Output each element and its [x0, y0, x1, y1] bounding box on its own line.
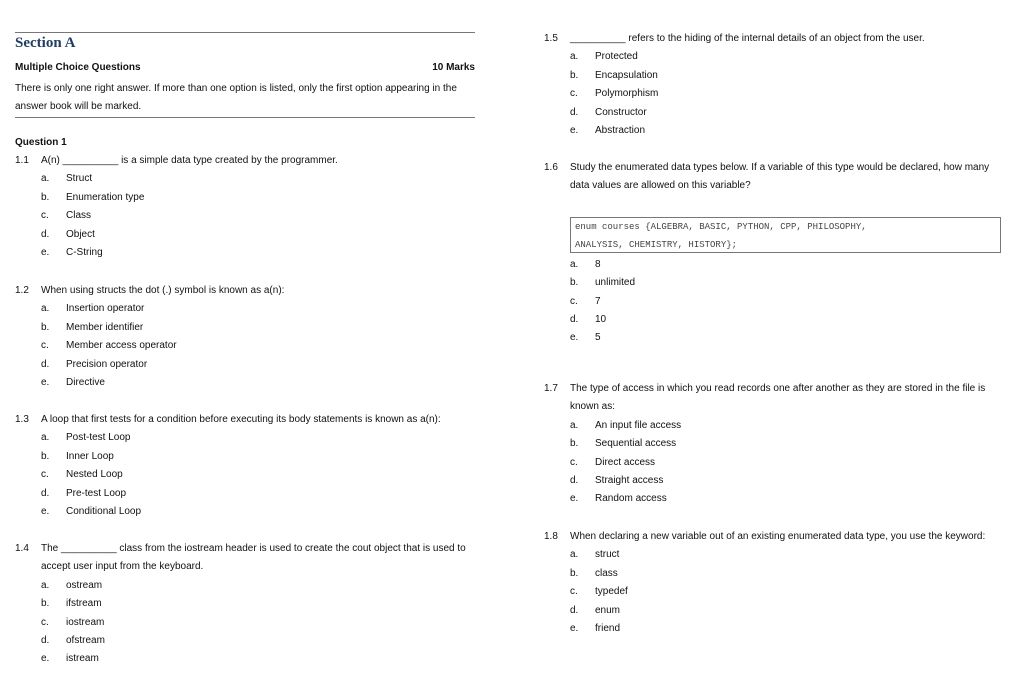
option-letter: a. — [570, 51, 579, 63]
question-1-8 — [544, 528, 1004, 638]
question-number: 1.8 — [544, 531, 558, 542]
option-letter: a. — [41, 173, 50, 185]
option-letter: a. — [41, 432, 50, 444]
option-letter: c. — [41, 340, 49, 352]
section-title: Section A — [15, 35, 76, 51]
option-text: ostream — [66, 579, 103, 591]
question-stem: The __________ class from the iostream header is used to create the cout object that is used to accept user input from the keyboard. — [41, 543, 466, 573]
option-item — [544, 85, 1004, 103]
option-text: An input file access — [595, 419, 682, 431]
option-item — [544, 602, 1004, 620]
option-item — [544, 274, 1004, 292]
option-item — [15, 244, 475, 262]
option-letter: c. — [41, 210, 49, 222]
option-list — [15, 429, 475, 521]
question-1-2 — [15, 282, 475, 392]
instructions: There is only one right answer. If more than one option is listed, only the first option appearing in the answer book will be marked. — [15, 83, 457, 112]
option-text: Object — [66, 228, 95, 240]
option-item — [15, 374, 475, 392]
option-item — [15, 337, 475, 355]
option-letter: a. — [570, 258, 579, 270]
option-text: ifstream — [66, 598, 102, 610]
option-letter: c. — [570, 295, 578, 307]
option-item — [15, 448, 475, 466]
option-letter: e. — [570, 124, 579, 136]
option-item — [544, 122, 1004, 140]
option-text: struct — [595, 549, 620, 561]
code-line: enum courses {ALGEBRA, BASIC, PYTHON, CPP, PHILOSOPHY, — [575, 222, 867, 232]
question-stem: A(n) __________ is a simple data type created by the programmer. — [41, 155, 338, 166]
option-letter: d. — [41, 358, 50, 370]
option-letter: b. — [570, 567, 579, 579]
question-1-5 — [544, 30, 1004, 140]
option-text: Member access operator — [66, 340, 177, 352]
question-stem: When declaring a new variable out of an existing enumerated data type, you use the keyword: — [570, 531, 986, 542]
option-item — [544, 104, 1004, 122]
option-list — [15, 170, 475, 262]
question-1-4 — [15, 540, 475, 669]
question-number: 1.7 — [544, 383, 558, 394]
option-item — [544, 311, 1004, 329]
option-text: Post-test Loop — [66, 432, 131, 444]
question-stem: The type of access in which you read records one after another as they are stored in the file is known as: — [570, 383, 986, 413]
option-letter: b. — [41, 191, 50, 203]
option-item — [544, 454, 1004, 472]
option-item — [544, 256, 1004, 274]
option-letter: e. — [570, 622, 579, 634]
mcq-heading — [15, 62, 475, 73]
option-text: istream — [66, 653, 99, 665]
question-text — [15, 540, 475, 577]
option-item — [15, 226, 475, 244]
option-letter: e. — [41, 653, 50, 665]
option-item — [544, 293, 1004, 311]
option-text: Struct — [66, 173, 93, 185]
question-number: 1.4 — [15, 543, 29, 554]
option-list — [544, 417, 1004, 509]
option-text: 5 — [595, 332, 601, 344]
question-number: 1.5 — [544, 33, 558, 44]
option-item — [544, 472, 1004, 490]
option-text: Precision operator — [66, 358, 148, 370]
option-item — [15, 577, 475, 595]
question-stem: A loop that first tests for a condition before executing its body statements is known as a(n): — [41, 414, 441, 425]
option-text: 8 — [595, 258, 601, 270]
option-letter: d. — [41, 634, 50, 646]
option-letter: b. — [570, 438, 579, 450]
option-letter: d. — [41, 228, 50, 240]
option-text: Random access — [595, 493, 667, 505]
question-stem: __________ refers to the hiding of the internal details of an object from the user. — [570, 33, 925, 44]
marks-label: 10 Marks — [432, 62, 475, 73]
option-letter: c. — [570, 88, 578, 100]
option-item — [15, 300, 475, 318]
question-stem: When using structs the dot (.) symbol is known as a(n): — [41, 285, 285, 296]
question-number: 1.6 — [544, 162, 558, 173]
option-text: C-String — [66, 246, 103, 258]
option-letter: b. — [41, 321, 50, 333]
option-letter: e. — [41, 376, 50, 388]
mcq-heading-text: Multiple Choice Questions — [15, 62, 141, 73]
option-letter: a. — [570, 549, 579, 561]
option-text: Straight access — [595, 474, 664, 486]
option-letter: c. — [41, 616, 49, 628]
question-number: 1.2 — [15, 285, 29, 296]
option-letter: c. — [570, 456, 578, 468]
question-text — [15, 411, 475, 429]
option-text: Direct access — [595, 456, 656, 468]
option-letter: d. — [570, 604, 579, 616]
option-text: 7 — [595, 295, 601, 307]
option-item — [544, 546, 1004, 564]
option-item — [15, 503, 475, 521]
option-list — [544, 256, 1004, 348]
question-text — [15, 282, 475, 300]
option-list — [544, 546, 1004, 638]
option-text: Encapsulation — [595, 69, 658, 81]
question-text — [544, 30, 1004, 48]
option-item — [544, 417, 1004, 435]
option-letter: b. — [41, 598, 50, 610]
code-line: ANALYSIS, CHEMISTRY, HISTORY}; — [575, 240, 738, 250]
option-letter: b. — [41, 450, 50, 462]
option-item — [15, 466, 475, 484]
option-text: Protected — [595, 51, 638, 63]
option-letter: b. — [570, 69, 579, 81]
option-text: friend — [595, 622, 621, 634]
option-item — [15, 170, 475, 188]
option-text: Sequential access — [595, 438, 677, 450]
option-item — [544, 329, 1004, 347]
option-text: class — [595, 567, 618, 579]
option-letter: e. — [570, 332, 579, 344]
option-text: typedef — [595, 586, 628, 598]
question-1-7 — [544, 380, 1004, 509]
option-letter: e. — [570, 493, 579, 505]
option-item — [15, 595, 475, 613]
option-text: Class — [66, 210, 92, 222]
option-letter: d. — [570, 313, 579, 325]
option-item — [544, 583, 1004, 601]
code-block — [570, 217, 1001, 253]
option-item — [544, 67, 1004, 85]
option-letter: d. — [41, 487, 50, 499]
question-1-3 — [15, 411, 475, 521]
option-text: unlimited — [595, 277, 636, 289]
option-text: Pre-test Loop — [66, 487, 127, 499]
option-item — [544, 490, 1004, 508]
option-letter: e. — [41, 246, 50, 258]
option-letter: d. — [570, 474, 579, 486]
option-item — [15, 614, 475, 632]
question-label: Question 1 — [15, 137, 67, 148]
option-item — [15, 650, 475, 668]
question-text — [544, 380, 1004, 417]
option-text: Insertion operator — [66, 303, 145, 315]
option-text: Enumeration type — [66, 191, 145, 203]
option-letter: c. — [570, 586, 578, 598]
option-letter: a. — [41, 303, 50, 315]
option-item — [15, 207, 475, 225]
option-text: enum — [595, 604, 621, 616]
option-item — [544, 620, 1004, 638]
option-text: Abstraction — [595, 124, 646, 136]
question-number: 1.1 — [15, 155, 29, 166]
intro-rule — [15, 117, 475, 118]
option-text: iostream — [66, 616, 105, 628]
option-item — [15, 485, 475, 503]
option-list — [544, 48, 1004, 140]
option-item — [15, 429, 475, 447]
option-letter: a. — [41, 579, 50, 591]
top-rule — [15, 32, 475, 33]
option-text: Nested Loop — [66, 469, 123, 481]
option-item — [15, 356, 475, 374]
option-item — [15, 189, 475, 207]
option-text: Polymorphism — [595, 88, 659, 100]
option-letter: b. — [570, 277, 579, 289]
option-text: Constructor — [595, 106, 647, 118]
option-item — [15, 319, 475, 337]
option-text: Inner Loop — [66, 450, 114, 462]
option-letter: a. — [570, 419, 579, 431]
option-list — [15, 300, 475, 392]
option-item — [544, 565, 1004, 583]
question-stem: Study the enumerated data types below. If a variable of this type would be declared, how many data values are allowed on this variable? — [570, 162, 990, 192]
option-text: ofstream — [66, 634, 105, 646]
option-letter: d. — [570, 106, 579, 118]
option-item — [15, 632, 475, 650]
option-text: Conditional Loop — [66, 505, 142, 517]
option-item — [544, 435, 1004, 453]
option-letter: c. — [41, 469, 49, 481]
option-text: 10 — [595, 313, 607, 325]
question-text — [544, 159, 1004, 196]
question-text — [15, 152, 475, 170]
option-item — [544, 48, 1004, 66]
option-list — [15, 577, 475, 669]
option-letter: e. — [41, 505, 50, 517]
option-text: Directive — [66, 376, 105, 388]
question-number: 1.3 — [15, 414, 29, 425]
question-1-1 — [15, 152, 475, 262]
option-text: Member identifier — [66, 321, 144, 333]
question-text — [544, 528, 1004, 546]
